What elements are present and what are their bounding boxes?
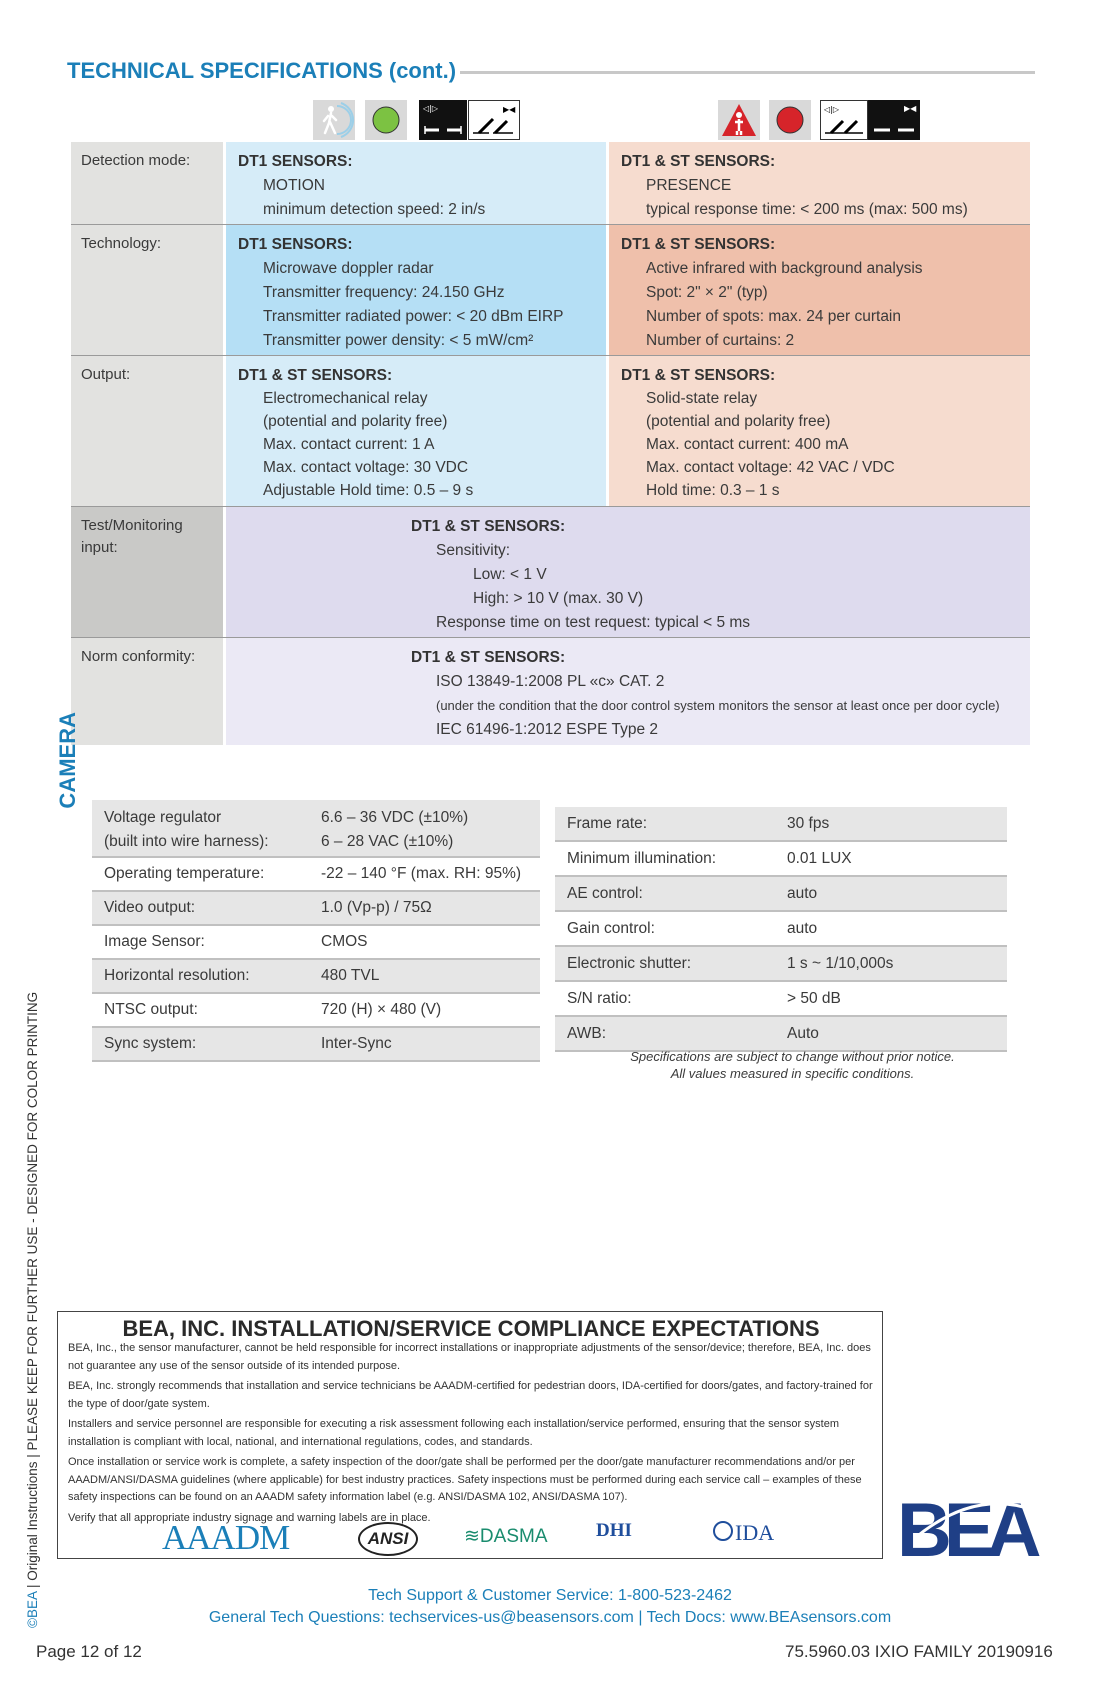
cell-line: Number of spots: max. 24 per curtain bbox=[646, 308, 902, 325]
cell-line: High: > 10 V (max. 30 V) bbox=[473, 590, 644, 607]
door-sliding-icon bbox=[868, 100, 920, 140]
spec-cell-dt1-st bbox=[609, 142, 1030, 224]
table-row bbox=[92, 960, 540, 994]
cell-heading: DT1 & ST SENSORS: bbox=[411, 649, 566, 666]
table-row bbox=[555, 982, 1007, 1017]
spec-cell-dt1-st bbox=[226, 356, 606, 506]
cell-line: IEC 61496-1:2012 ESPE Type 2 bbox=[436, 721, 659, 738]
spec-value: > 50 dB bbox=[787, 990, 841, 1007]
cell-line: (potential and polarity free) bbox=[646, 413, 831, 430]
cell-line: Max. contact voltage: 30 VDC bbox=[263, 459, 469, 476]
contact-line: General Tech Questions: techservices-us@beasensors.com | Tech Docs: www.BEAsensors.com bbox=[208, 1609, 892, 1626]
table-row bbox=[92, 1028, 540, 1062]
spec-value: auto bbox=[787, 885, 818, 902]
spec-key: Image Sensor: bbox=[104, 933, 205, 950]
table-row bbox=[555, 947, 1007, 982]
spec-value-line: 6.6 – 36 VDC (±10%) bbox=[321, 809, 469, 826]
compliance-paragraph: Verify that all appropriate industry signage and warning labels are in place. bbox=[68, 1511, 431, 1524]
spec-key: Operating temperature: bbox=[104, 865, 265, 882]
cell-line: Microwave doppler radar bbox=[263, 260, 434, 277]
compliance-paragraph: Installers and service personnel are responsible for executing a risk assessment following each installation/service performed, ensuring that the sensor system installation is compliant with local, national, and international regulations, codes, and standards. bbox=[68, 1418, 839, 1448]
spec-cell-dt1-st bbox=[609, 225, 1030, 355]
cell-line: Max. contact current: 400 mA bbox=[646, 436, 849, 453]
table-row bbox=[92, 994, 540, 1028]
svg-text:BEA: BEA bbox=[897, 1490, 1034, 1570]
footer-contact bbox=[0, 1585, 1100, 1629]
red-light-icon bbox=[769, 100, 811, 140]
side-text: | Original Instructions | PLEASE KEEP FOR FURTHER USE - DESIGNED FOR COLOR PRINTING bbox=[25, 991, 40, 1592]
table-row bbox=[555, 1017, 1007, 1052]
compliance-box bbox=[57, 1311, 883, 1559]
spec-value: Auto bbox=[787, 1025, 819, 1042]
ida-text: IDA bbox=[735, 1520, 775, 1545]
cell-line: ISO 13849-1:2008 PL «c» CAT. 2 bbox=[436, 673, 665, 690]
spec-key: Electronic shutter: bbox=[567, 955, 692, 972]
cell-line: Adjustable Hold time: 0.5 – 9 s bbox=[263, 482, 474, 499]
cell-line: Spot: 2" × 2" (typ) bbox=[646, 284, 768, 301]
spec-key: Gain control: bbox=[567, 920, 655, 937]
cell-line: Electromechanical relay bbox=[263, 390, 428, 407]
spec-label: Test/Monitoring input: bbox=[71, 507, 223, 637]
cell-line: PRESENCE bbox=[646, 177, 732, 194]
spec-value: 480 TVL bbox=[321, 967, 380, 984]
spec-value: Inter-Sync bbox=[321, 1035, 392, 1052]
presence-person-icon bbox=[718, 100, 760, 140]
cell-line: MOTION bbox=[263, 177, 325, 194]
table-row bbox=[92, 926, 540, 960]
specifications-note bbox=[590, 1048, 995, 1082]
page-title: TECHNICAL SPECIFICATIONS (cont.) bbox=[67, 58, 457, 83]
table-row bbox=[92, 858, 540, 892]
spec-cell-dt1-st bbox=[609, 356, 1030, 506]
spec-value: 1 s ~ 1/10,000s bbox=[787, 955, 894, 972]
cell-heading: DT1 & ST SENSORS: bbox=[621, 367, 776, 384]
spec-cell-dt1 bbox=[226, 142, 606, 224]
spec-label: Norm conformity: bbox=[71, 638, 223, 745]
table-row bbox=[555, 842, 1007, 877]
cell-line: Max. contact current: 1 A bbox=[263, 436, 435, 453]
spec-label: Technology: bbox=[71, 225, 223, 355]
header-rule bbox=[460, 71, 1035, 74]
spec-cell-dt1 bbox=[226, 225, 606, 355]
support-line: Tech Support & Customer Service: 1-800-523-2462 bbox=[368, 1587, 732, 1604]
ida-globe-icon bbox=[713, 1521, 733, 1541]
spec-key: AE control: bbox=[567, 885, 643, 902]
spec-key: S/N ratio: bbox=[567, 990, 632, 1007]
door-swing-icon bbox=[820, 100, 868, 140]
spec-value: auto bbox=[787, 920, 818, 937]
door-swing-icon bbox=[468, 100, 520, 140]
cell-line: Transmitter frequency: 24.150 GHz bbox=[263, 284, 505, 301]
spec-value: -22 – 140 °F (max. RH: 95%) bbox=[321, 865, 522, 882]
spec-key: Sync system: bbox=[104, 1035, 197, 1052]
cell-line: Response time on test request: typical < 5 ms bbox=[436, 614, 751, 631]
spec-value bbox=[321, 806, 468, 854]
spec-value: 30 fps bbox=[787, 815, 830, 832]
door-sliding-icon bbox=[419, 100, 467, 140]
spec-key-line: Voltage regulator bbox=[104, 809, 222, 826]
compliance-paragraph: Once installation or service work is complete, a safety inspection of the door/gate shall be performed per the door/gate manufacturer recommendations and/or per AAADM/ANSI/DASMA guidelines (where applicable) for best industry practices. Safety inspections must be performed during each service call – examples of these safety inspections can be found on an AAADM safety information label (e.g. ANSI/DASMA 102, ANSI/DASMA 107). bbox=[68, 1456, 862, 1503]
page-number: Page 12 of 12 bbox=[36, 1642, 142, 1661]
spec-value: 720 (H) × 480 (V) bbox=[321, 1001, 442, 1018]
cell-line: Hold time: 0.3 – 1 s bbox=[646, 482, 780, 499]
svg-text:◁|▷: ◁|▷ bbox=[423, 104, 438, 113]
cell-heading: DT1 & ST SENSORS: bbox=[411, 518, 566, 535]
spec-value: CMOS bbox=[321, 933, 368, 950]
spec-key: Frame rate: bbox=[567, 815, 648, 832]
camera-table-left bbox=[92, 800, 540, 1062]
motion-person-icon bbox=[313, 100, 355, 140]
cell-line: typical response time: < 200 ms (max: 500 ms) bbox=[646, 201, 968, 218]
spec-key: NTSC output: bbox=[104, 1001, 198, 1018]
spec-value: 1.0 (Vp-p) / 75Ω bbox=[321, 899, 432, 916]
camera-section-label: CAMERA bbox=[55, 712, 80, 809]
dhi-logo: DHI bbox=[596, 1520, 632, 1541]
cell-heading: DT1 & ST SENSORS: bbox=[621, 153, 776, 170]
svg-text:▶◀: ▶◀ bbox=[904, 104, 917, 113]
cell-heading: DT1 SENSORS: bbox=[238, 153, 353, 170]
table-row bbox=[555, 877, 1007, 912]
spec-row-technology bbox=[71, 225, 1030, 355]
spec-label: Output: bbox=[71, 356, 223, 506]
green-light-icon bbox=[365, 100, 407, 140]
spec-key-line: (built into wire harness): bbox=[104, 833, 269, 850]
cell-line: Number of curtains: 2 bbox=[646, 332, 795, 349]
cell-line: Sensitivity: bbox=[436, 542, 511, 559]
table-row bbox=[555, 912, 1007, 947]
spec-key: Horizontal resolution: bbox=[104, 967, 250, 984]
compliance-paragraph: BEA, Inc. strongly recommends that installation and service technicians be AAADM-certified for pedestrian doors, IDA-certified for doors/gates, and factory-trained for the type of door/gate system. bbox=[68, 1380, 873, 1410]
cell-line: Transmitter radiated power: < 20 dBm EIRP bbox=[263, 308, 564, 325]
spec-value-line: 6 – 28 VAC (±10%) bbox=[321, 833, 454, 850]
compliance-paragraph: BEA, Inc., the sensor manufacturer, cannot be held responsible for incorrect installations or inappropriate adjustments of the sensor/device; therefore, BEA, Inc. does not guarantee any use of the sensor outside of its intended purpose. bbox=[68, 1342, 871, 1372]
spec-label: Detection mode: bbox=[71, 142, 223, 224]
table-row bbox=[92, 892, 540, 926]
cell-line: Transmitter power density: < 5 mW/cm² bbox=[263, 332, 534, 349]
ida-logo bbox=[713, 1520, 774, 1546]
camera-table-right bbox=[555, 807, 1007, 1052]
cell-line: (potential and polarity free) bbox=[263, 413, 448, 430]
ansi-logo: ANSI bbox=[358, 1522, 418, 1556]
cell-line: minimum detection speed: 2 in/s bbox=[263, 201, 486, 218]
spec-key: Minimum illumination: bbox=[567, 850, 717, 867]
spec-value: 0.01 LUX bbox=[787, 850, 852, 867]
aaadm-logo: AAADM bbox=[162, 1518, 290, 1557]
spec-row-detection bbox=[71, 142, 1030, 224]
spec-row-output bbox=[71, 356, 1030, 506]
cell-line: Solid-state relay bbox=[646, 390, 758, 407]
dasma-logo: ≋DASMA bbox=[464, 1526, 548, 1547]
table-row bbox=[555, 807, 1007, 842]
svg-text:◁|▷: ◁|▷ bbox=[824, 105, 839, 114]
spec-cell-dt1-st bbox=[226, 507, 1030, 637]
document-number: 75.5960.03 IXIO FAMILY 20190916 bbox=[785, 1642, 1053, 1661]
table-row bbox=[92, 800, 540, 858]
bea-logo bbox=[895, 1490, 1070, 1570]
cell-line: Max. contact voltage: 42 VAC / VDC bbox=[646, 459, 895, 476]
note-line: Specifications are subject to change without prior notice. bbox=[630, 1049, 955, 1064]
side-copyright: ©BEA bbox=[25, 1591, 40, 1628]
spec-row-norm-conformity bbox=[71, 638, 1030, 745]
dasma-text: DASMA bbox=[479, 1526, 548, 1547]
cell-heading: DT1 & ST SENSORS: bbox=[238, 367, 393, 384]
svg-text:▶◀: ▶◀ bbox=[503, 105, 516, 114]
spec-key: Video output: bbox=[104, 899, 196, 916]
spec-cell-dt1-st bbox=[226, 638, 1030, 745]
cell-note: (under the condition that the door control system monitors the sensor at least once per door cycle) bbox=[436, 698, 1000, 713]
compliance-title: BEA, INC. INSTALLATION/SERVICE COMPLIANCE EXPECTATIONS bbox=[122, 1316, 820, 1341]
spec-key: AWB: bbox=[567, 1025, 607, 1042]
cell-line: Active infrared with background analysis bbox=[646, 260, 923, 277]
spec-row-test-monitoring bbox=[71, 507, 1030, 637]
spec-key bbox=[104, 806, 269, 854]
cell-line: Low: < 1 V bbox=[473, 566, 547, 583]
cell-heading: DT1 SENSORS: bbox=[238, 236, 353, 253]
cell-heading: DT1 & ST SENSORS: bbox=[621, 236, 776, 253]
note-line: All values measured in specific conditions. bbox=[670, 1066, 915, 1081]
compliance-body bbox=[68, 1340, 874, 1530]
side-note bbox=[25, 992, 40, 1628]
